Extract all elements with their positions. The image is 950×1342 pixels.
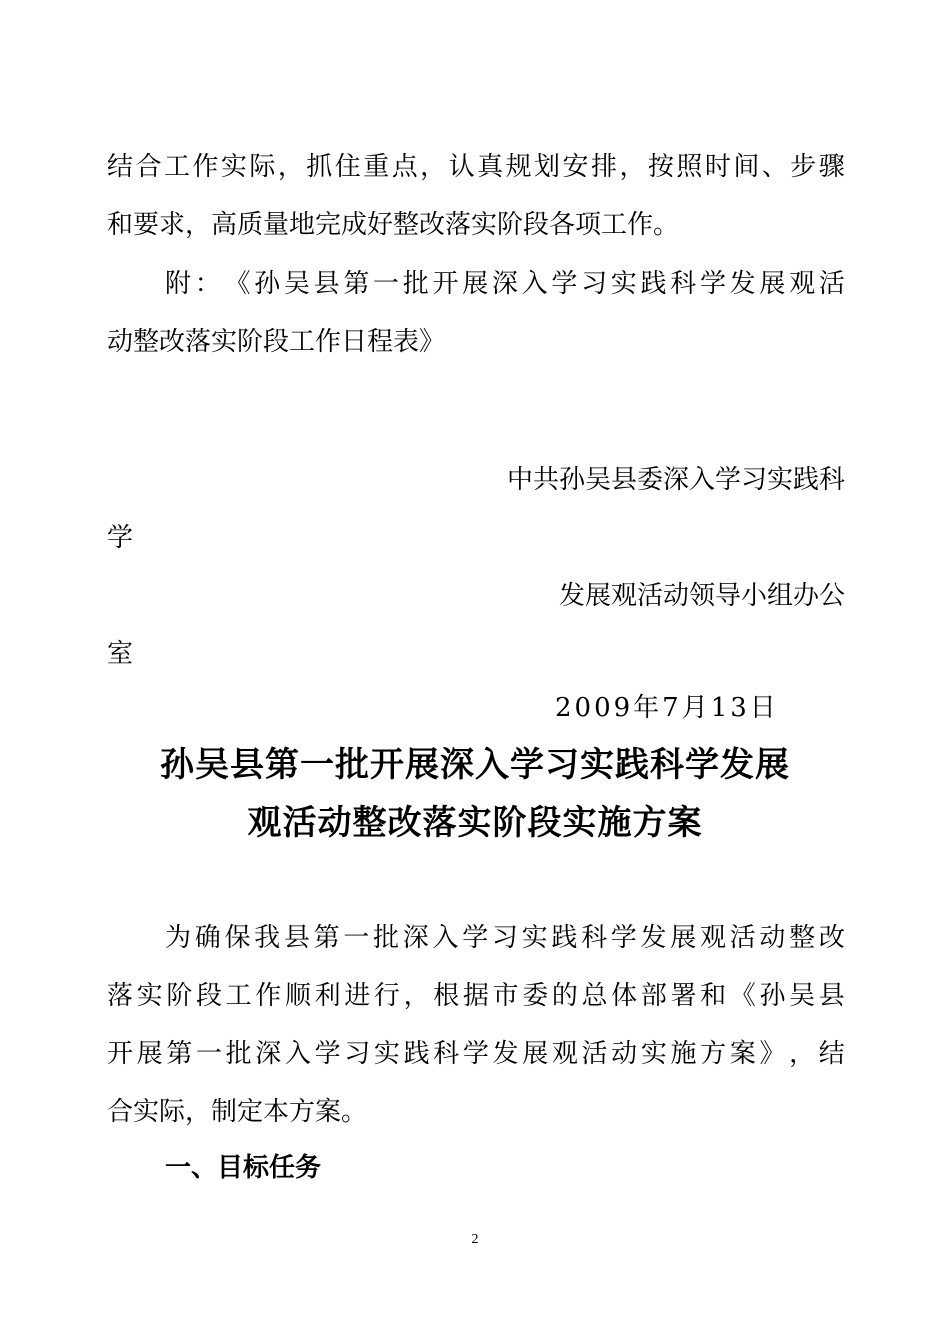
signature-org-line-1: 中共孙吴县委深入学习实践科	[506, 465, 845, 495]
page-number: 2	[471, 1232, 479, 1247]
attachment-line-2: 动整改落实阶段工作日程表》	[107, 327, 446, 357]
intro-paragraph-line-1: 为 确 保 我 县 第 一 批 深 入 学 习 实 践 科 学 发 展 观 活 动 整 改	[165, 923, 845, 953]
document-title-line-2: 观活动整改落实阶段实施方案	[247, 803, 703, 843]
signature-date: 2009年7月13日	[555, 693, 779, 723]
closing-paragraph-line-1: 结 合 工 作 实 际 ， 抓 住 重 点 ， 认 真 规 划 安 排 ， 按 照 时 间 、 步 骤	[107, 152, 845, 182]
intro-paragraph-line-2: 落 实 阶 段 工 作 顺 利 进 行 ， 根 据 市 委 的 总 体 部 署 和 《 孙 吴 县	[107, 981, 845, 1011]
signature-org-line-1-wrap: 学	[107, 523, 134, 553]
intro-paragraph-line-4: 合实际，制定本方案。	[107, 1097, 368, 1127]
closing-paragraph-line-2: 和要求，高质量地完成好整改落实阶段各项工作。	[107, 210, 680, 240]
signature-org-line-2-wrap: 室	[107, 639, 134, 669]
intro-paragraph-line-3: 开 展 第 一 批 深 入 学 习 实 践 科 学 发 展 观 活 动 实 施 方 案 》 ， 结	[107, 1039, 845, 1069]
signature-org-line-2: 发展观活动领导小组办公	[558, 581, 845, 611]
section-heading: 一、目标任务	[165, 1153, 322, 1183]
attachment-line-1: 附 ： 《 孙 吴 县 第 一 批 开 展 深 入 学 习 实 践 科 学 发 展 观 活	[165, 269, 845, 299]
document-title-line-1: 孙吴县第一批开展深入学习实践科学发展	[160, 745, 790, 785]
